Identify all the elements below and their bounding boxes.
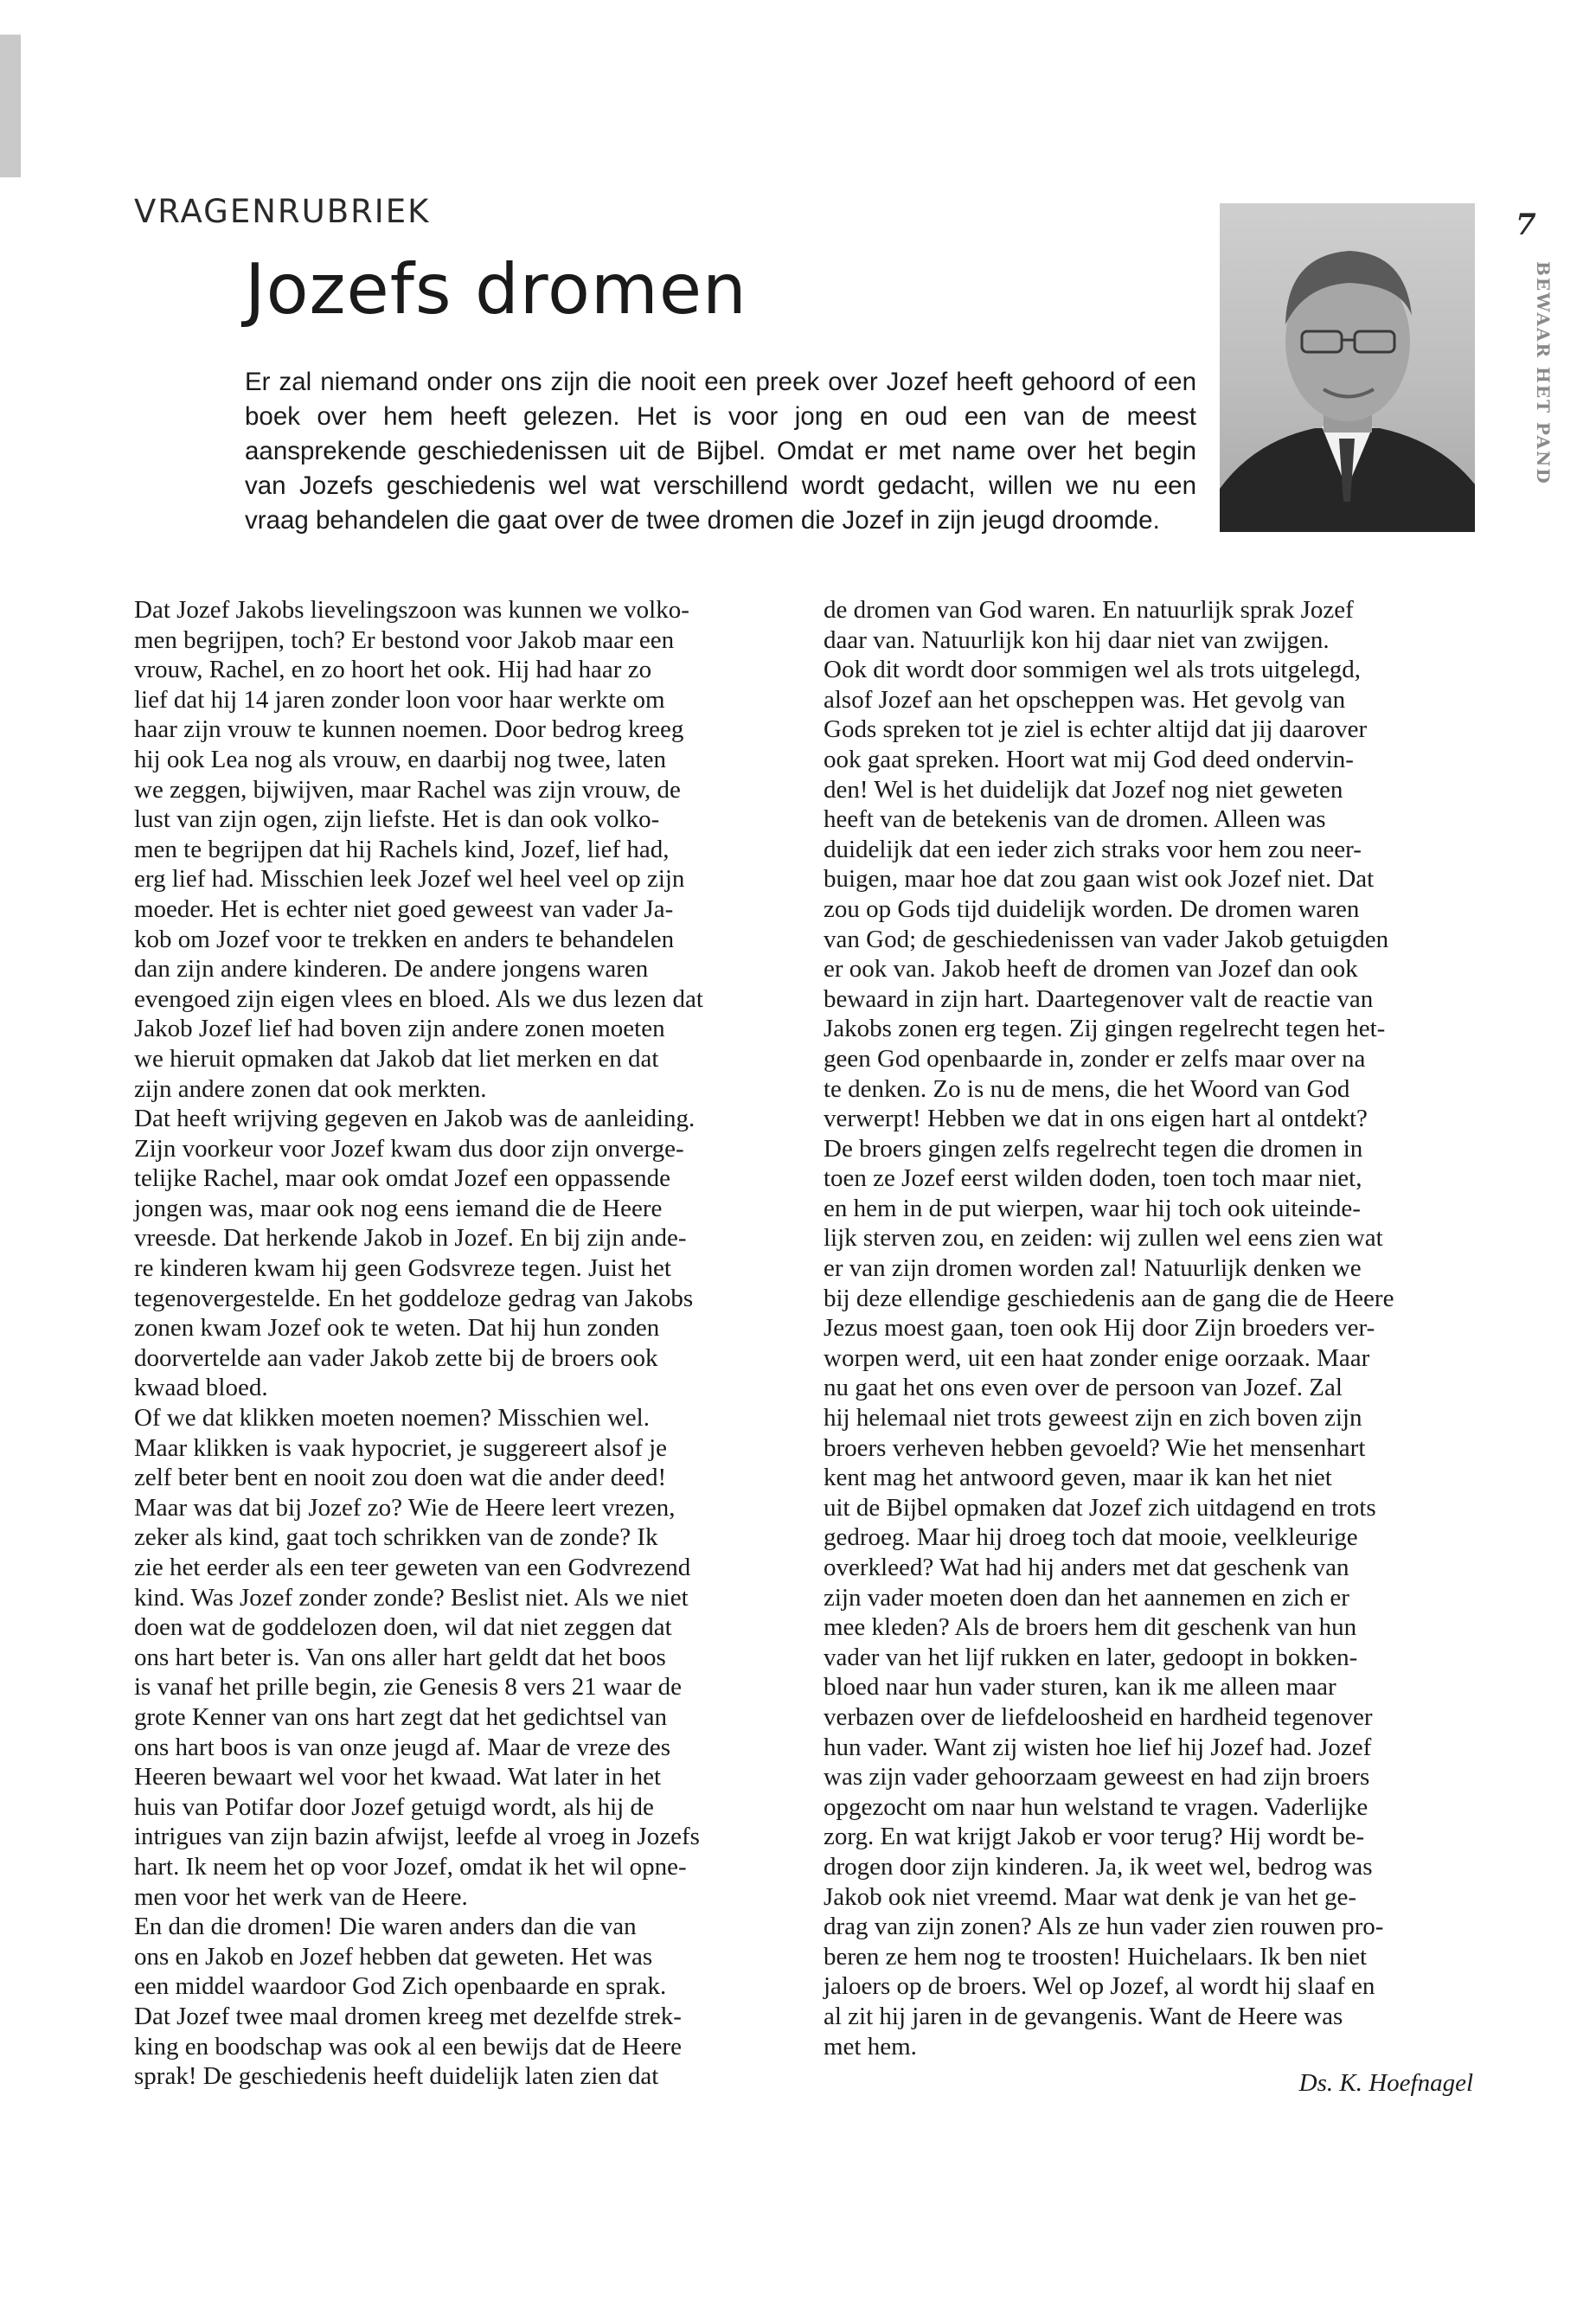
text-line: zelf beter bent en nooit zou doen wat die ander deed! — [134, 1464, 667, 1492]
text-line: mee kleden? Als de broers hem dit geschenk van hun — [824, 1613, 1357, 1642]
text-line: lief dat hij 14 jaren zonder loon voor haar werkte om — [134, 685, 665, 714]
text-line: Ook dit wordt door sommigen wel als trots uitgelegd, — [824, 656, 1362, 684]
text-line: verbazen over de liefdeloosheid en hardheid tegenover — [824, 1702, 1373, 1731]
text-line: lijk sterven zou, en zeiden: wij zullen wel eens zien wat — [824, 1224, 1383, 1253]
text-line: ons hart beter is. Van ons aller hart geldt dat het boos — [134, 1643, 666, 1671]
text-line: beren ze hem nog te troosten! Huichelaars. Ik ben niet — [824, 1942, 1368, 1971]
text-line: jongen was, maar ook nog eens iemand die de Heere — [134, 1194, 663, 1222]
text-line: moeder. Het is echter niet goed geweest van vader Ja- — [134, 894, 674, 923]
text-line: was zijn vader gehoorzaam geweest en had zijn broers — [824, 1763, 1370, 1791]
page-number: 7 — [1516, 208, 1536, 242]
text-line: worpen werd, uit een haat zonder enige oorzaak. Maar — [824, 1343, 1370, 1372]
text-line: Jakob ook niet vreemd. Maar wat denk je van het ge- — [824, 1882, 1357, 1911]
text-line: er van zijn dromen worden zal! Natuurlijk denken we — [824, 1254, 1362, 1283]
left-column — [134, 595, 761, 2092]
text-line: telijke Rachel, maar ook omdat Jozef een oppassende — [134, 1164, 671, 1193]
text-line: nu gaat het ons even over de persoon van Jozef. Zal — [824, 1374, 1343, 1402]
text-line: Zijn voorkeur voor Jozef kwam dus door zijn onverge- — [134, 1134, 684, 1163]
article-title: Jozefs dromen — [245, 249, 747, 330]
text-line: zorg. En wat krijgt Jakob er voor terug? Hij wordt be- — [824, 1823, 1365, 1851]
text-line: Dat Jozef twee maal dromen kreeg met dezelfde strek- — [134, 2002, 682, 2030]
text-line: vader van het lijf rukken en later, gedoopt in bokken- — [824, 1643, 1358, 1671]
text-line: zou op Gods tijd duidelijk worden. De dromen waren — [824, 894, 1360, 923]
text-line: Jakobs zonen erg tegen. Zij gingen regelrecht tegen het- — [824, 1015, 1386, 1043]
text-line: king en boodschap was ook al een bewijs dat de Heere — [134, 2032, 682, 2061]
text-line: Maar was dat bij Jozef zo? Wie de Heere leert vrezen, — [134, 1493, 676, 1522]
text-line: de dromen van God waren. En natuurlijk sprak Jozef — [824, 596, 1354, 624]
text-line: sprak! De geschiedenis heeft duidelijk laten zien dat — [134, 2062, 659, 2091]
text-line: een middel waardoor God Zich openbaarde en sprak. — [134, 1972, 667, 2001]
text-line: men te begrijpen dat hij Rachels kind, Jozef, lief had, — [134, 835, 670, 863]
text-line: hun vader. Want zij wisten hoe lief hij Jozef had. Jozef — [824, 1733, 1372, 1761]
text-line: Maar klikken is vaak hypocriet, je suggereert alsof je — [134, 1433, 668, 1462]
text-line: bij deze ellendige geschiedenis aan de gang die de Heere — [824, 1284, 1394, 1312]
text-line: evengoed zijn eigen vlees en bloed. Als we dus lezen dat — [134, 984, 703, 1013]
text-line: vreesde. Dat herkende Jakob in Jozef. En bij zijn ande- — [134, 1224, 687, 1253]
text-line: haar zijn vrouw te kunnen noemen. Door bedrog kreeg — [134, 715, 684, 744]
text-line: kent mag het antwoord geven, maar ik kan het niet — [824, 1464, 1332, 1492]
text-line: overkleed? Wat had hij anders met dat geschenk van — [824, 1554, 1349, 1581]
text-line: grote Kenner van ons hart zegt dat het gedichtsel van — [134, 1702, 668, 1731]
text-line: is vanaf het prille begin, zie Genesis 8 vers 21 waar de — [134, 1673, 682, 1702]
text-line: vrouw, Rachel, en zo hoort het ook. Hij had haar zo — [134, 656, 652, 684]
text-line: hij helemaal niet trots geweest zijn en zich boven zijn — [824, 1404, 1362, 1433]
text-line: ook gaat spreken. Hoort wat mij God deed ondervin- — [824, 745, 1354, 773]
text-line: uit de Bijbel opmaken dat Jozef zich uitdagend en trots — [824, 1493, 1376, 1522]
text-line: men voor het werk van de Heere. — [134, 1882, 468, 1911]
text-line: kwaad bloed. — [134, 1374, 268, 1402]
text-line: drogen door zijn kinderen. Ja, ik weet wel, bedrog was — [824, 1852, 1373, 1881]
page-edge-marker — [0, 35, 21, 177]
text-line: alsof Jozef aan het opscheppen was. Het gevolg van — [824, 685, 1346, 714]
text-line: van God; de geschiedenissen van vader Jakob getuigden — [824, 925, 1389, 953]
text-line: ons en Jakob en Jozef hebben dat geweten. Het was — [134, 1942, 653, 1971]
text-line: huis van Potifar door Jozef getuigd wordt, als hij de — [134, 1792, 654, 1821]
text-line: drag van zijn zonen? Als ze hun vader zien rouwen pro- — [824, 1913, 1384, 1941]
text-line: al zit hij jaren in de gevangenis. Want de Heere was — [824, 2002, 1343, 2030]
text-line: erg lief had. Misschien leek Jozef wel heel veel op zijn — [134, 865, 685, 894]
text-line: En dan die dromen! Die waren anders dan die van — [134, 1913, 637, 1941]
text-line: bewaard in zijn hart. Daartegenover valt de reactie van — [824, 984, 1374, 1013]
text-line: doorvertelde aan vader Jakob zette bij de broers ook — [134, 1343, 658, 1372]
right-column — [824, 595, 1451, 2061]
text-line: zeker als kind, gaat toch schrikken van de zonde? Ik — [134, 1523, 658, 1552]
text-line: duidelijk dat een ieder zich straks voor hem zou neer- — [824, 835, 1362, 863]
text-line: geen God openbaarde in, zonder er zelfs maar over na — [824, 1044, 1366, 1073]
text-line: kob om Jozef voor te trekken en anders te behandelen — [134, 925, 675, 953]
text-line: gedroeg. Maar hij droeg toch dat mooie, veelkleurige — [824, 1523, 1358, 1552]
text-line: hart. Ik neem het op voor Jozef, omdat ik het wil opne- — [134, 1852, 687, 1881]
text-line: we hieruit opmaken dat Jakob dat liet merken en dat — [134, 1044, 659, 1073]
text-line: zijn vader moeten doen dan het aannemen en zich er — [824, 1583, 1349, 1612]
text-line: jaloers op de broers. Wel op Jozef, al wordt hij slaaf en — [824, 1972, 1375, 2001]
text-line: den! Wel is het duidelijk dat Jozef nog niet geweten — [824, 775, 1343, 804]
text-line: Dat Jozef Jakobs lievelingszoon was kunnen we volko- — [134, 596, 689, 624]
text-line: en hem in de put wierpen, waar hij toch ook uiteinde- — [824, 1194, 1361, 1222]
text-line: broers verheven hebben gevoeld? Wie het mensenhart — [824, 1433, 1366, 1462]
text-line: dan zijn andere kinderen. De andere jongens waren — [134, 955, 649, 984]
text-line: Jakob Jozef lief had boven zijn andere zonen moeten — [134, 1015, 665, 1043]
text-line: intrigues van zijn bazin afwijst, leefde al vroeg in Jozefs — [134, 1823, 700, 1851]
text-line: lust van zijn ogen, zijn liefste. Het is dan ook volko- — [134, 805, 660, 834]
text-line: te denken. Zo is nu de mens, die het Woord van God — [824, 1074, 1350, 1103]
text-line: De broers gingen zelfs regelrecht tegen die dromen in — [824, 1134, 1363, 1163]
text-line: Heeren bewaart wel voor het kwaad. Wat later in het — [134, 1763, 662, 1791]
text-line: zonen kwam Jozef ook te weten. Dat hij hun zonden — [134, 1314, 660, 1343]
text-line: tegenovergestelde. En het goddeloze gedrag van Jakobs — [134, 1284, 694, 1312]
text-line: zie het eerder als een teer geweten van een Godvrezend — [134, 1554, 691, 1581]
text-line: hij ook Lea nog als vrouw, en daarbij nog twee, laten — [134, 745, 666, 773]
text-line: met hem. — [824, 2032, 917, 2061]
text-line: opgezocht om naar hun welstand te vragen. Vaderlijke — [824, 1792, 1368, 1821]
text-line: Dat heeft wrijving gegeven en Jakob was de aanleiding. — [134, 1105, 695, 1133]
author-photo — [1220, 203, 1475, 532]
text-line: kind. Was Jozef zonder zonde? Beslist niet. Als we niet — [134, 1583, 689, 1612]
text-line: buigen, maar hoe dat zou gaan wist ook Jozef niet. Dat — [824, 865, 1375, 894]
text-line: verwerpt! Hebben we dat in ons eigen hart al ontdekt? — [824, 1105, 1368, 1133]
text-line: zijn andere zonen dat ook merkten. — [134, 1074, 487, 1103]
text-line: Of we dat klikken moeten noemen? Misschien wel. — [134, 1404, 650, 1433]
author-signature: Ds. K. Hoefnagel — [1298, 2069, 1473, 2097]
text-line: re kinderen kwam hij geen Godsvreze tegen. Juist het — [134, 1254, 671, 1283]
text-line: doen wat de goddelozen doen, wil dat niet zeggen dat — [134, 1613, 672, 1642]
text-line: ons hart boos is van onze jeugd af. Maar de vreze des — [134, 1733, 671, 1761]
running-title: BEWAAR HET PAND — [1533, 261, 1554, 485]
text-line: bloed naar hun vader sturen, kan ik me alleen maar — [824, 1673, 1336, 1702]
text-line: Gods spreken tot je ziel is echter altijd dat jij daarover — [824, 715, 1368, 744]
text-line: daar van. Natuurlijk kon hij daar niet van zwijgen. — [824, 625, 1330, 654]
text-line: Jezus moest gaan, toen ook Hij door Zijn broeders ver- — [824, 1314, 1375, 1343]
text-line: men begrijpen, toch? Er bestond voor Jakob maar een — [134, 625, 675, 654]
intro-paragraph: Er zal niemand onder ons zijn die nooit een preek over Jozef heeft gehoord of een boek over hem heeft gelezen. Het is voor jong en oud een van de meest aansprekende geschiedenissen uit de Bijbel. Omdat er met name over het begin van Jozefs geschiedenis wel wat verschillend wordt gedacht, willen we nu een vraag behandelen die gaat over de twee dromen die Jozef in zijn jeugd droomde. — [245, 368, 1196, 535]
section-label: VRAGENRUBRIEK — [134, 193, 431, 230]
text-line: heeft van de betekenis van de dromen. Alleen was — [824, 805, 1326, 834]
text-line: er ook van. Jakob heeft de dromen van Jozef dan ook — [824, 955, 1358, 984]
text-line: we zeggen, bijwijven, maar Rachel was zijn vrouw, de — [134, 775, 681, 804]
text-line: toen ze Jozef eerst wilden doden, toen toch maar niet, — [824, 1164, 1362, 1193]
